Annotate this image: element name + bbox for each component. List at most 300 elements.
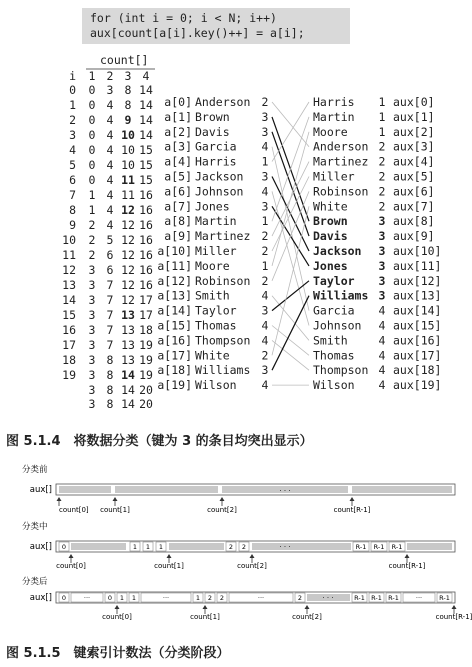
output-key: 4 — [378, 318, 386, 333]
count-cell: 14 — [121, 368, 135, 382]
aux-cell-value: R-1 — [439, 594, 450, 602]
input-name: Garcia — [195, 139, 237, 154]
count-row-index: 12 — [62, 263, 76, 277]
count-pointer-arrow — [69, 554, 74, 558]
input-key: 3 — [261, 303, 269, 318]
count-cell: 16 — [139, 188, 153, 202]
aux-cell-value: ··· — [415, 594, 423, 602]
aux-cell-value: ··· — [83, 594, 91, 602]
count-cell: 2 — [88, 233, 96, 247]
input-name: Thomas — [195, 318, 237, 333]
aux-segment — [407, 543, 452, 550]
output-key: 1 — [378, 109, 386, 124]
output-key: 3 — [378, 288, 386, 303]
input-index-label: a[10] — [157, 244, 192, 258]
aux-cell-value: ··· — [257, 594, 265, 602]
count-cell: 19 — [139, 368, 153, 382]
input-key: 3 — [261, 109, 269, 124]
count-cell: 19 — [139, 353, 153, 367]
count-cell: 8 — [106, 353, 114, 367]
input-index-label: a[6] — [164, 184, 192, 199]
output-index-label: aux[7] — [393, 199, 435, 214]
count-cell: 0 — [88, 158, 96, 172]
count-cell: 14 — [139, 113, 153, 127]
count-row-index: 0 — [69, 83, 76, 97]
count-cell: 13 — [121, 353, 135, 367]
count-final-cell: 20 — [139, 397, 153, 411]
count-pointer-arrow — [350, 497, 355, 501]
input-name: Johnson — [195, 184, 244, 199]
highlight-mapping-line — [272, 132, 309, 236]
input-index-label: a[11] — [157, 258, 192, 273]
count-pointer-arrow — [115, 605, 120, 609]
aux-segment — [115, 486, 218, 493]
count-cell: 10 — [121, 158, 135, 172]
count-pointer-label: count[R-1] — [435, 613, 472, 621]
output-name: Garcia — [313, 303, 355, 318]
count-cell: 2 — [88, 248, 96, 262]
output-array — [313, 95, 441, 392]
count-cell: 3 — [88, 293, 96, 307]
count-cell: 4 — [106, 98, 114, 112]
count-cell: 16 — [139, 248, 153, 262]
count-cell: 12 — [121, 263, 135, 277]
count-cell: 8 — [106, 368, 114, 382]
count-cell: 0 — [88, 98, 96, 112]
count-cell: 16 — [139, 218, 153, 232]
output-name: Johnson — [313, 318, 362, 333]
input-name: Martin — [195, 214, 237, 229]
output-name: Martinez — [313, 154, 369, 169]
count-cell: 4 — [106, 218, 114, 232]
count-pointer-arrow — [113, 497, 118, 501]
input-name: Smith — [195, 288, 230, 303]
input-key: 4 — [261, 139, 269, 154]
figure-5-1-4-caption: 图 5.1.4 将数据分类（键为 3 的条目均突出显示） — [6, 434, 313, 449]
output-key: 4 — [378, 333, 386, 348]
output-name: Wilson — [313, 378, 355, 393]
input-name: Taylor — [195, 303, 237, 318]
count-pointer-label: count[1] — [100, 506, 130, 514]
count-cell: 3 — [88, 308, 96, 322]
after-label: 分类后 — [22, 577, 48, 587]
count-cell: 14 — [139, 83, 153, 97]
count-cell: 12 — [121, 248, 135, 262]
count-cell: 3 — [88, 323, 96, 337]
output-key: 4 — [378, 348, 386, 363]
aux-cell-value: 2 — [219, 594, 225, 602]
count-pointer-arrow — [305, 605, 310, 609]
aux-cell-value: R-1 — [355, 543, 367, 551]
count-cell: 12 — [121, 203, 135, 217]
input-name: Moore — [195, 258, 230, 273]
output-name: Robinson — [313, 184, 369, 199]
count-cell: 14 — [139, 98, 153, 112]
count-cell: 4 — [106, 143, 114, 157]
aux-cell-value: 2 — [297, 594, 303, 602]
aux-cell-value: 2 — [241, 543, 247, 551]
before-label: 分类前 — [22, 465, 48, 475]
input-key: 4 — [261, 288, 269, 303]
count-pointer-arrow — [167, 554, 172, 558]
output-name: Martin — [313, 109, 355, 124]
count-row-index: 11 — [62, 248, 76, 262]
count-cell: 3 — [88, 278, 96, 292]
count-cell: 4 — [106, 158, 114, 172]
output-index-label: aux[1] — [393, 109, 435, 124]
input-index-label: a[16] — [157, 333, 192, 348]
count-row-index: 7 — [69, 188, 76, 202]
output-index-label: aux[8] — [393, 214, 435, 229]
count-pointer-arrow — [250, 554, 255, 558]
aux-cell-value: 1 — [131, 594, 137, 602]
output-key: 4 — [378, 363, 386, 378]
input-name: Jones — [195, 199, 230, 214]
aux-cell-value: R-1 — [388, 594, 399, 602]
input-index-label: a[19] — [157, 378, 192, 393]
count-final-cell: 14 — [121, 397, 135, 411]
mapping-line — [272, 340, 309, 370]
count-cell: 0 — [88, 83, 96, 97]
output-name: Williams — [313, 288, 369, 303]
count-cell: 4 — [106, 173, 114, 187]
output-index-label: aux[19] — [393, 378, 442, 393]
mapping-line — [272, 102, 309, 147]
output-key: 2 — [378, 184, 386, 199]
input-index-label: a[3] — [164, 139, 192, 154]
count-cell: 13 — [121, 308, 135, 322]
count-cell: 7 — [106, 308, 114, 322]
input-key: 4 — [261, 318, 269, 333]
count-cell: 18 — [139, 323, 153, 337]
aux-cell-value: R-1 — [373, 543, 385, 551]
count-header-cell: 1 — [88, 69, 96, 83]
count-cell: 0 — [88, 173, 96, 187]
count-pointer-label: count[2] — [237, 562, 267, 570]
ellipsis: · · · — [322, 594, 334, 602]
count-cell: 10 — [121, 128, 135, 142]
input-key: 4 — [261, 378, 269, 393]
code-line-1: for (int i = 0; i < N; i++) — [90, 11, 277, 25]
count-pointer-arrow — [452, 605, 457, 609]
count-row-index: 6 — [69, 173, 76, 187]
count-row-index: 2 — [69, 113, 76, 127]
output-index-label: aux[11] — [393, 258, 442, 273]
count-row-index: 13 — [62, 278, 76, 292]
count-cell: 17 — [139, 308, 153, 322]
input-index-label: a[1] — [164, 109, 192, 124]
count-cell: 7 — [106, 338, 114, 352]
count-cell: 16 — [139, 278, 153, 292]
count-pointer-label: count[1] — [154, 562, 184, 570]
output-index-label: aux[17] — [393, 348, 442, 363]
output-index-label: aux[3] — [393, 139, 435, 154]
output-index-label: aux[18] — [393, 363, 442, 378]
count-cell: 3 — [88, 383, 96, 397]
count-cell: 0 — [88, 143, 96, 157]
input-index-label: a[14] — [157, 303, 192, 318]
aux-segment — [169, 543, 224, 550]
output-key: 3 — [378, 229, 386, 244]
output-name: Taylor — [313, 273, 355, 288]
count-pointer-label: count[0] — [56, 562, 86, 570]
count-row-index: 17 — [62, 338, 76, 352]
count-cell: 15 — [139, 173, 153, 187]
count-cell: 16 — [139, 233, 153, 247]
aux-cell-value: R-1 — [371, 594, 382, 602]
count-cell: 7 — [106, 278, 114, 292]
aux-cell-value: 1 — [145, 543, 151, 551]
mapping-lines — [272, 102, 309, 385]
output-index-label: aux[14] — [393, 303, 442, 318]
count-cell: 11 — [121, 173, 135, 187]
input-name: Williams — [195, 363, 251, 378]
output-index-label: aux[6] — [393, 184, 435, 199]
output-name: Jackson — [313, 244, 362, 258]
aux-cell-value: 0 — [61, 594, 67, 602]
input-index-label: a[4] — [164, 154, 192, 169]
count-cell: 0 — [88, 113, 96, 127]
output-key: 2 — [378, 169, 386, 184]
output-key: 3 — [378, 214, 386, 229]
input-key: 2 — [261, 348, 269, 363]
count-row-index: 9 — [69, 218, 76, 232]
count-cell: 7 — [106, 323, 114, 337]
output-index-label: aux[12] — [393, 273, 442, 288]
aux-cell-value: 0 — [107, 594, 113, 602]
output-key: 2 — [378, 139, 386, 154]
input-key: 2 — [261, 229, 269, 244]
count-cell: 9 — [124, 113, 132, 127]
count-cell: 12 — [121, 233, 135, 247]
output-index-label: aux[9] — [393, 229, 435, 244]
count-header-cell: 3 — [124, 69, 132, 83]
count-cell: 12 — [121, 293, 135, 307]
input-name: Harris — [195, 154, 237, 169]
output-index-label: aux[16] — [393, 333, 442, 348]
aux-label: aux[] — [29, 593, 52, 603]
count-row-index: 10 — [62, 233, 76, 247]
aux-cell-value: 1 — [132, 543, 138, 551]
output-key: 3 — [378, 244, 386, 258]
output-key: 2 — [378, 199, 386, 214]
input-index-label: a[9] — [164, 229, 192, 244]
aux-cell-value: 1 — [119, 594, 125, 602]
output-index-label: aux[5] — [393, 169, 435, 184]
count-cell: 5 — [106, 233, 114, 247]
input-index-label: a[17] — [157, 348, 192, 363]
count-cell: 0 — [88, 128, 96, 142]
ellipsis: · · · — [279, 543, 291, 551]
count-pointer-label: count[2] — [292, 613, 322, 621]
code-line-2: aux[count[a[i].key()++] = a[i]; — [90, 26, 305, 40]
output-index-label: aux[10] — [393, 244, 442, 258]
count-header-cell: i — [69, 69, 76, 83]
count-pointer-label: count[0] — [102, 613, 132, 621]
key-indexed-counting-figure — [0, 460, 472, 630]
count-cell: 20 — [139, 383, 153, 397]
output-name: White — [313, 199, 348, 214]
aux-cell-value: 2 — [228, 543, 234, 551]
aux-cell-value: 2 — [207, 594, 213, 602]
input-name: Robinson — [195, 273, 251, 288]
count-pointer-label: count[1] — [190, 613, 220, 621]
output-key: 3 — [378, 258, 386, 273]
input-key: 3 — [261, 124, 269, 139]
count-cell: 8 — [106, 383, 114, 397]
count-cell: 4 — [106, 128, 114, 142]
input-key: 3 — [261, 363, 269, 378]
input-key: 1 — [261, 258, 269, 273]
count-cell: 8 — [124, 98, 132, 112]
aux-cell-value: R-1 — [391, 543, 403, 551]
during-label: 分类中 — [22, 522, 48, 532]
input-name: Wilson — [195, 378, 237, 393]
count-cell: 12 — [121, 278, 135, 292]
output-name: Miller — [313, 169, 355, 184]
count-cell: 3 — [88, 338, 96, 352]
count-cell: 1 — [88, 203, 96, 217]
count-pointer-label: count[R-1] — [388, 562, 426, 570]
count-cell: 14 — [121, 383, 135, 397]
mapping-line — [272, 326, 309, 356]
count-table — [62, 69, 153, 411]
count-cell: 12 — [121, 218, 135, 232]
input-key: 1 — [261, 214, 269, 229]
output-name: Moore — [313, 124, 348, 139]
aux-segment — [59, 486, 111, 493]
count-cell: 15 — [139, 143, 153, 157]
output-index-label: aux[13] — [393, 288, 442, 303]
count-pointer-arrow — [405, 554, 410, 558]
output-name: Thomas — [313, 348, 355, 363]
output-name: Jones — [313, 258, 348, 273]
count-final-cell: 3 — [88, 397, 96, 411]
aux-cell-value: 0 — [61, 543, 67, 551]
input-name: Miller — [195, 244, 237, 258]
output-name: Harris — [313, 95, 355, 109]
aux-cell-value: ··· — [162, 594, 170, 602]
count-cell: 2 — [88, 218, 96, 232]
count-table-title: count[] — [100, 53, 149, 67]
count-row-index: 14 — [62, 293, 76, 307]
count-row-index: 8 — [69, 203, 76, 217]
output-index-label: aux[2] — [393, 124, 435, 139]
input-index-label: a[5] — [164, 169, 192, 184]
input-index-label: a[13] — [157, 288, 192, 303]
input-name: White — [195, 348, 230, 363]
count-cell: 19 — [139, 338, 153, 352]
input-key: 2 — [261, 244, 269, 258]
output-key: 2 — [378, 154, 386, 169]
count-row-index: 18 — [62, 353, 76, 367]
count-header-cell: 4 — [142, 69, 150, 83]
input-key: 3 — [261, 169, 269, 184]
count-cell: 13 — [121, 338, 135, 352]
count-pointer-label: count[0] — [59, 506, 89, 514]
output-index-label: aux[4] — [393, 154, 435, 169]
count-cell: 8 — [124, 83, 132, 97]
count-row-index: 1 — [69, 98, 76, 112]
count-cell: 3 — [106, 83, 114, 97]
count-pointer-arrow — [220, 497, 225, 501]
input-name: Anderson — [195, 95, 251, 109]
count-cell: 4 — [106, 113, 114, 127]
output-key: 4 — [378, 378, 386, 393]
count-row-index: 5 — [69, 158, 76, 172]
output-name: Anderson — [313, 139, 369, 154]
aux-segment — [71, 543, 126, 550]
input-name: Jackson — [195, 169, 244, 184]
count-row-index: 3 — [69, 128, 76, 142]
figure-5-1-5-caption: 图 5.1.5 键索引计数法（分类阶段） — [6, 646, 230, 661]
count-pointer-arrow — [203, 605, 208, 609]
input-index-label: a[18] — [157, 363, 192, 378]
count-cell: 6 — [106, 248, 114, 262]
aux-cell-value: 1 — [195, 594, 201, 602]
count-cell: 17 — [139, 293, 153, 307]
aux-label: aux[] — [29, 542, 52, 552]
output-key: 1 — [378, 95, 386, 109]
aux-segment — [252, 543, 351, 550]
output-key: 4 — [378, 303, 386, 318]
aux-cell-value: 1 — [158, 543, 164, 551]
count-cell: 14 — [139, 128, 153, 142]
count-cell: 6 — [106, 263, 114, 277]
count-row-index: 4 — [69, 143, 76, 157]
count-cell: 11 — [121, 188, 135, 202]
count-cell: 13 — [121, 323, 135, 337]
count-row-index: 16 — [62, 323, 76, 337]
count-pointer-arrow — [57, 497, 62, 501]
output-key: 1 — [378, 124, 386, 139]
output-name: Brown — [313, 214, 348, 229]
input-key: 4 — [261, 184, 269, 199]
input-index-label: a[15] — [157, 318, 192, 333]
count-pointer-label: count[2] — [207, 506, 237, 514]
input-index-label: a[12] — [157, 273, 192, 288]
aux-cell-value: R-1 — [354, 594, 365, 602]
count-cell: 1 — [88, 188, 96, 202]
ellipsis: · · · — [279, 487, 291, 495]
input-name: Martinez — [195, 229, 251, 244]
output-name: Thompson — [313, 363, 369, 378]
count-pointer-label: count[R-1] — [333, 506, 371, 514]
input-key: 2 — [261, 273, 269, 288]
input-key: 1 — [261, 154, 269, 169]
output-index-label: aux[15] — [393, 318, 442, 333]
input-array — [157, 95, 268, 392]
input-index-label: a[8] — [164, 214, 192, 229]
input-index-label: a[7] — [164, 199, 192, 214]
count-cell: 16 — [139, 203, 153, 217]
count-cell: 3 — [88, 368, 96, 382]
count-row-index: 15 — [62, 308, 76, 322]
input-key: 4 — [261, 333, 269, 348]
output-index-label: aux[0] — [393, 95, 435, 109]
input-key: 2 — [261, 95, 269, 109]
output-name: Smith — [313, 333, 348, 348]
count-cell: 3 — [88, 353, 96, 367]
count-cell: 7 — [106, 293, 114, 307]
output-key: 3 — [378, 273, 386, 288]
count-cell: 16 — [139, 263, 153, 277]
input-index-label: a[2] — [164, 124, 192, 139]
count-row-index: 19 — [62, 368, 76, 382]
input-key: 3 — [261, 199, 269, 214]
input-index-label: a[0] — [164, 95, 192, 109]
input-name: Thompson — [195, 333, 251, 348]
